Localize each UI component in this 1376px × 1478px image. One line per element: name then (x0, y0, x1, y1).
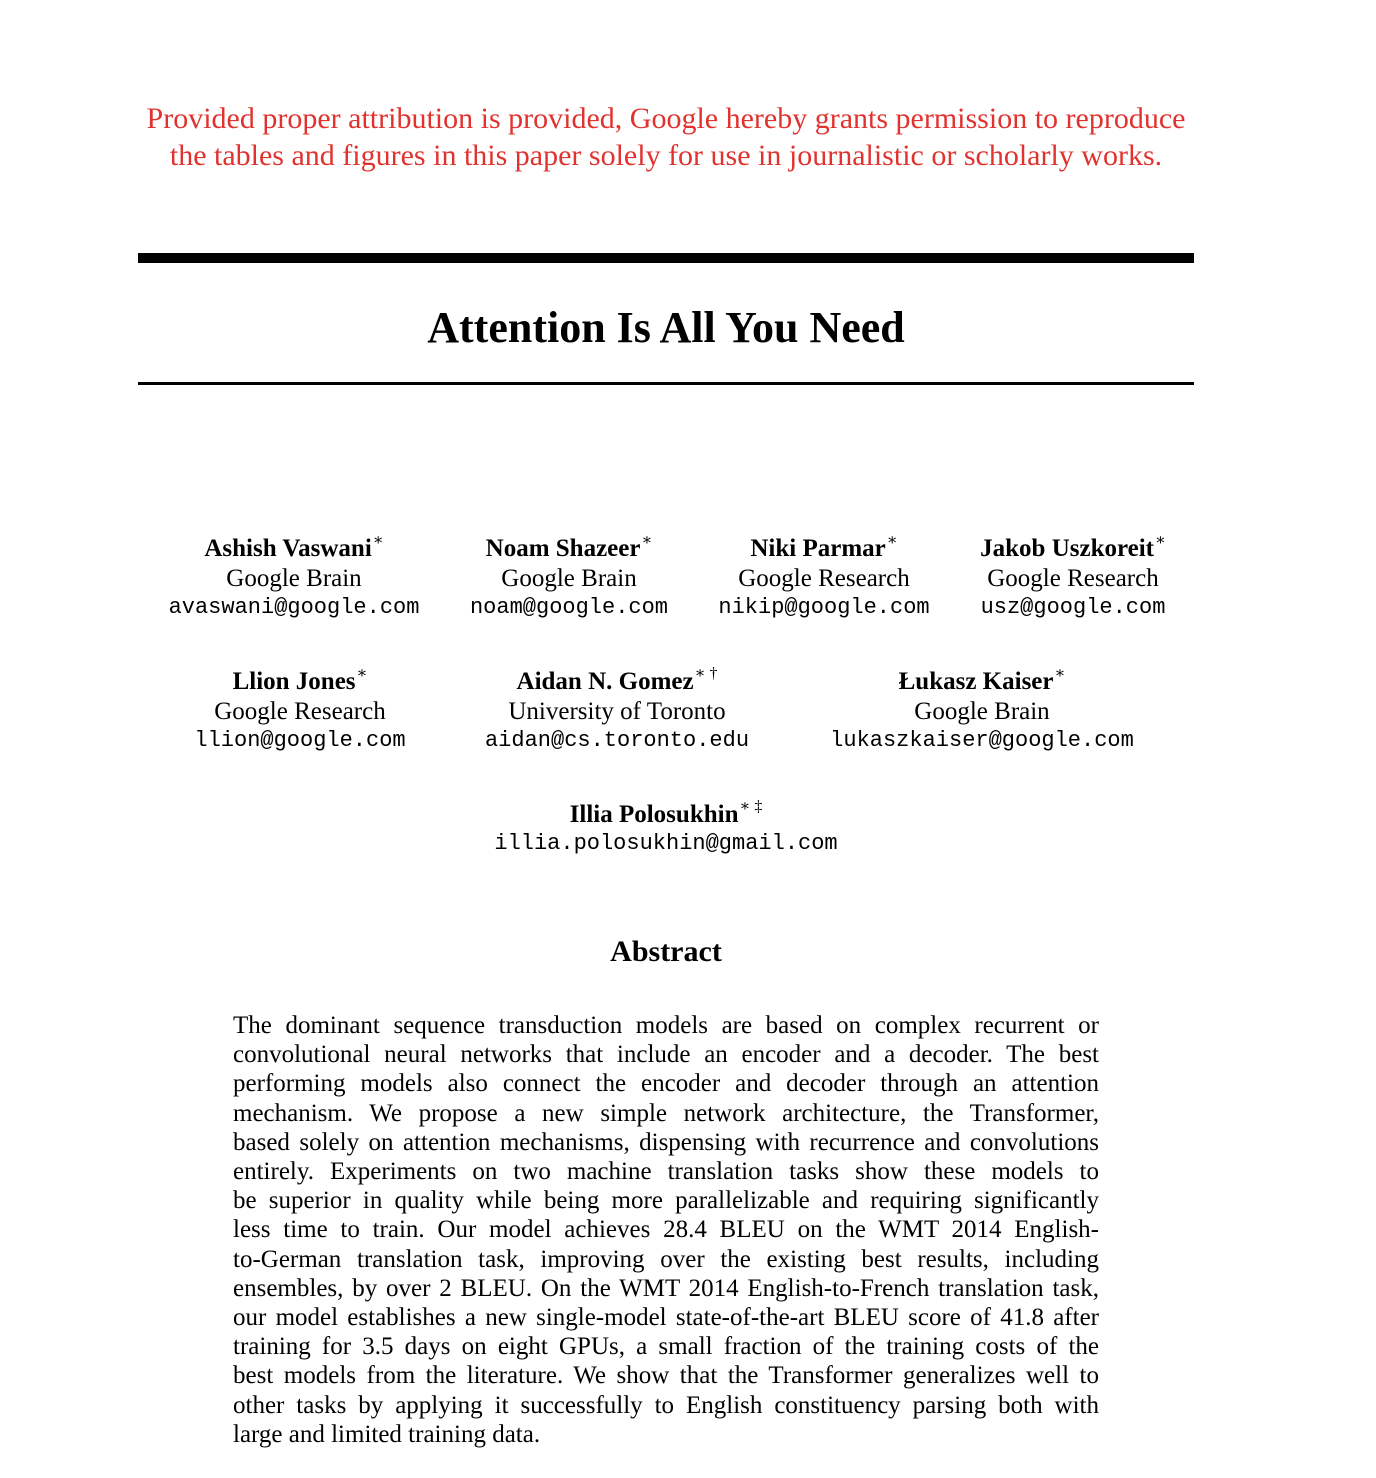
author-block (168, 531, 420, 622)
abstract-line: other tasks by applying it successfully to English constituency parsing both with (233, 1391, 1099, 1419)
author-marks: ∗ (886, 531, 898, 549)
author-block (194, 664, 406, 755)
author-email[interactable]: avaswani@google.com (168, 595, 420, 620)
abstract-line: The dominant sequence transduction models are based on complex recurrent or (233, 1012, 1099, 1039)
author-affiliation: University of Toronto (508, 698, 726, 725)
abstract-line: performing models also connect the encoder and decoder through an attention (233, 1070, 1099, 1098)
author-marks: ∗ ‡ (739, 797, 763, 815)
author-block (718, 531, 930, 622)
abstract-line: based solely on attention mechanisms, dispensing with recurrence and convolutions (233, 1128, 1099, 1156)
author-marks: ∗ (1154, 531, 1166, 549)
abstract-line: mechanism. We propose a new simple network architecture, the Transformer, (233, 1099, 1099, 1127)
author-name: Noam Shazeer (485, 535, 641, 562)
author-name: Jakob Uszkoreit (980, 535, 1154, 562)
author-email[interactable]: usz@google.com (980, 595, 1166, 620)
author-block (830, 664, 1134, 755)
author-affiliation: Google Brain (226, 565, 362, 592)
author-name: Llion Jones (232, 668, 356, 695)
author-email[interactable]: noam@google.com (469, 595, 669, 620)
abstract-line: to-German translation task, improving over the existing best results, including (233, 1245, 1099, 1273)
title-top-rule (138, 253, 1194, 263)
author-name: Ashish Vaswani (204, 535, 372, 562)
abstract-body (233, 1011, 1099, 1449)
author-affiliation: Google Research (214, 698, 386, 725)
abstract-line: less time to train. Our model achieves 28.4 BLEU on the WMT 2014 English- (233, 1216, 1099, 1244)
author-marks: ∗ (372, 531, 384, 549)
abstract-heading: Abstract (610, 935, 722, 968)
abstract-line: convolutional neural networks that include an encoder and a decoder. The best (233, 1041, 1099, 1069)
author-affiliation: Google Research (987, 565, 1159, 592)
permission-notice: Provided proper attribution is provided, Google hereby grants permission to reproduce the tables and figures in this paper solely for use in journalistic or scholarly works. (146, 102, 1186, 172)
author-email[interactable]: aidan@cs.toronto.edu (484, 728, 750, 753)
author-name: Niki Parmar (750, 535, 886, 562)
author-email[interactable]: lukaszkaiser@google.com (830, 728, 1134, 753)
title-bottom-rule (138, 382, 1194, 385)
author-block (980, 531, 1166, 622)
author-marks: ∗ (356, 664, 368, 682)
author-marks: ∗ (1054, 664, 1066, 682)
author-email[interactable]: nikip@google.com (718, 595, 930, 620)
author-marks: ∗ (641, 531, 653, 549)
author-affiliation: Google Brain (501, 565, 637, 592)
author-name: Łukasz Kaiser (898, 668, 1054, 695)
author-block (494, 797, 838, 858)
author-email[interactable]: llion@google.com (194, 728, 406, 753)
author-email[interactable]: illia.polosukhin@gmail.com (494, 831, 838, 856)
abstract-line: our model establishes a new single-model state-of-the-art BLEU score of 41.8 after (233, 1304, 1099, 1332)
abstract-line: be superior in quality while being more parallelizable and requiring significantly (233, 1187, 1099, 1215)
author-affiliation: Google Research (738, 565, 910, 592)
paper-title: Attention Is All You Need (427, 303, 905, 352)
author-block (469, 531, 669, 622)
author-name: Aidan N. Gomez (516, 668, 694, 695)
abstract-line: ensembles, by over 2 BLEU. On the WMT 2014 English-to-French translation task, (233, 1274, 1099, 1302)
author-block (484, 664, 750, 755)
author-marks: ∗ † (694, 664, 718, 682)
abstract-line: best models from the literature. We show that the Transformer generalizes well to (233, 1362, 1099, 1390)
abstract-line: training for 3.5 days on eight GPUs, a small fraction of the training costs of the (233, 1333, 1099, 1361)
author-affiliation: Google Brain (914, 698, 1050, 725)
author-name: Illia Polosukhin (569, 801, 739, 828)
abstract-line: entirely. Experiments on two machine translation tasks show these models to (233, 1158, 1099, 1186)
abstract-line: large and limited training data. (233, 1420, 541, 1448)
